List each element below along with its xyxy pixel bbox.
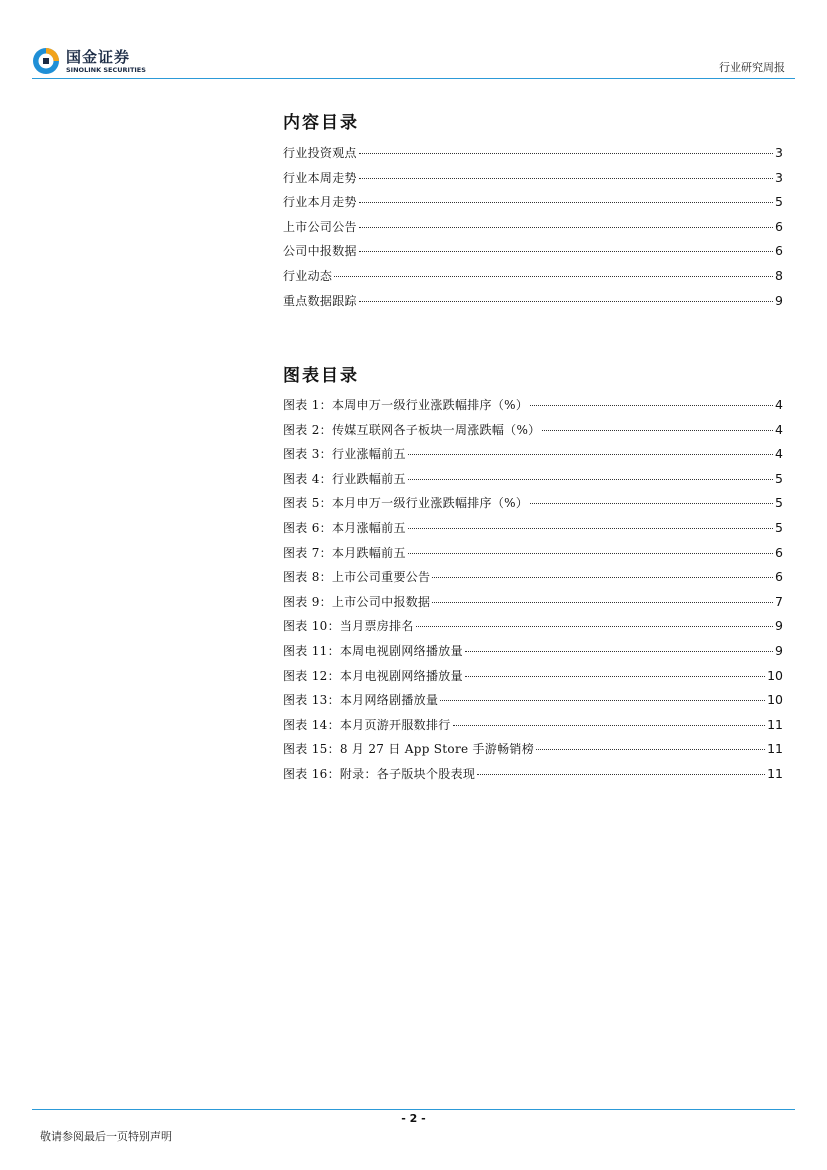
toc-entry-page: 6 [775, 544, 783, 560]
contents-toc-entry[interactable] [283, 144, 783, 169]
toc-entry-page: 5 [775, 495, 783, 511]
contents-toc-entry[interactable] [283, 218, 783, 243]
toc-entry-page: 3 [775, 145, 783, 160]
figure-toc-entry[interactable] [283, 494, 783, 519]
toc-entry-label: 图表 5：本月申万一级行业涨跌幅排序（%） [283, 496, 529, 511]
contents-toc-entry[interactable] [283, 193, 783, 218]
figure-toc-entry[interactable] [283, 568, 783, 593]
page-number: - 2 - [401, 1112, 426, 1125]
toc-entry-page: 6 [775, 569, 783, 585]
toc-leader-dots [465, 651, 773, 652]
figures-list [283, 396, 783, 790]
contents-toc-entry[interactable] [283, 169, 783, 194]
toc-leader-dots [408, 553, 773, 554]
toc-entry-label: 上市公司公告 [283, 219, 357, 234]
toc-leader-dots [465, 676, 765, 677]
toc-leader-dots [359, 227, 773, 228]
toc-entry-page: 5 [775, 519, 783, 535]
toc-entry-page: 11 [767, 741, 783, 757]
toc-entry-label: 行业本月走势 [283, 195, 357, 210]
toc-entry-label: 图表 2：传媒互联网各子板块一周涨跌幅（%） [283, 422, 541, 437]
toc-leader-dots [408, 528, 773, 529]
figure-toc-entry[interactable] [283, 765, 783, 790]
toc-leader-dots [432, 577, 773, 578]
footer-divider [32, 1109, 795, 1110]
toc-entry-label: 图表 10：当月票房排名 [283, 619, 414, 634]
toc-entry-page: 9 [775, 642, 783, 658]
report-type-label: 行业研究周报 [719, 61, 785, 74]
toc-entry-page: 7 [775, 593, 783, 609]
toc-entry-label: 图表 9：上市公司中报数据 [283, 594, 431, 609]
toc-entry-page: 6 [775, 218, 783, 234]
figure-toc-entry[interactable] [283, 740, 783, 765]
toc-leader-dots [359, 301, 773, 302]
figure-toc-entry[interactable] [283, 716, 783, 741]
toc-leader-dots [408, 454, 773, 455]
toc-entry-label: 图表 4：行业跌幅前五 [283, 471, 406, 486]
toc-entry-label: 行业本周走势 [283, 170, 357, 185]
toc-entry-label: 图表 12：本月电视剧网络播放量 [283, 668, 463, 683]
header-divider [32, 78, 795, 79]
toc-entry-page: 4 [775, 397, 783, 412]
toc-entry-page: 5 [775, 470, 783, 486]
toc-leader-dots [453, 725, 766, 726]
toc-entry-label: 图表 16：附录：各子版块个股表现 [283, 766, 476, 781]
sinolink-logo-icon [32, 47, 60, 75]
toc-entry-page: 10 [767, 667, 783, 683]
toc-leader-dots [432, 602, 773, 603]
toc-leader-dots [359, 202, 773, 203]
toc-leader-dots [359, 251, 773, 252]
figure-toc-entry[interactable] [283, 617, 783, 642]
figure-toc-entry[interactable] [283, 667, 783, 692]
company-logo [32, 47, 162, 79]
toc-entry-page: 5 [775, 194, 783, 210]
figure-toc-entry[interactable] [283, 544, 783, 569]
contents-list [283, 144, 783, 316]
toc-entry-label: 图表 11：本周电视剧网络播放量 [283, 643, 463, 658]
toc-entry-label: 图表 8：上市公司重要公告 [283, 570, 431, 585]
toc-leader-dots [334, 276, 773, 277]
toc-leader-dots [477, 774, 765, 775]
toc-leader-dots [359, 178, 773, 179]
toc-entry-label: 图表 13：本月网络剧播放量 [283, 693, 439, 708]
toc-entry-label: 公司中报数据 [283, 244, 357, 259]
toc-entry-page: 9 [775, 618, 783, 634]
footer-disclaimer: 敬请参阅最后一页特别声明 [40, 1130, 172, 1143]
contents-toc-entry[interactable] [283, 242, 783, 267]
toc-entry-label: 行业动态 [283, 268, 333, 283]
figure-toc-entry[interactable] [283, 396, 783, 421]
toc-leader-dots [542, 430, 773, 431]
figures-title: 图表目录 [283, 366, 359, 386]
toc-leader-dots [408, 479, 773, 480]
toc-entry-label: 图表 3：行业涨幅前五 [283, 447, 406, 462]
logo-english-name: SINOLINK SECURITIES [66, 66, 146, 74]
toc-entry-page: 4 [775, 446, 783, 462]
toc-entry-label: 图表 6：本月涨幅前五 [283, 520, 406, 535]
contents-toc-entry[interactable] [283, 292, 783, 317]
toc-entry-label: 图表 14：本月页游开服数排行 [283, 717, 451, 732]
toc-entry-page: 11 [767, 716, 783, 732]
toc-leader-dots [440, 700, 765, 701]
toc-leader-dots [416, 626, 773, 627]
toc-leader-dots [530, 405, 773, 406]
page-header [0, 0, 827, 82]
toc-entry-label: 图表 15：8 月 27 日 App Store 手游畅销榜 [283, 742, 535, 757]
contents-title: 内容目录 [283, 113, 359, 133]
toc-leader-dots [536, 749, 765, 750]
toc-entry-page: 9 [775, 292, 783, 308]
toc-entry-label: 行业投资观点 [283, 146, 357, 160]
toc-leader-dots [359, 153, 773, 154]
toc-entry-page: 8 [775, 267, 783, 283]
figure-toc-entry[interactable] [283, 445, 783, 470]
toc-entry-page: 11 [767, 765, 783, 781]
figure-toc-entry[interactable] [283, 691, 783, 716]
toc-entry-label: 图表 7：本月跌幅前五 [283, 545, 406, 560]
toc-entry-page: 3 [775, 169, 783, 185]
figure-toc-entry[interactable] [283, 642, 783, 667]
toc-entry-label: 重点数据跟踪 [283, 293, 357, 308]
figure-toc-entry[interactable] [283, 519, 783, 544]
figure-toc-entry[interactable] [283, 593, 783, 618]
toc-entry-label: 图表 1：本周申万一级行业涨跌幅排序（%） [283, 398, 529, 412]
toc-entry-page: 10 [767, 692, 783, 708]
contents-toc-entry[interactable] [283, 267, 783, 292]
toc-entry-page: 6 [775, 243, 783, 259]
toc-entry-page: 4 [775, 421, 783, 437]
logo-chinese-name: 国金证券 [66, 48, 131, 66]
toc-leader-dots [530, 503, 773, 504]
figure-toc-entry[interactable] [283, 421, 783, 446]
figure-toc-entry[interactable] [283, 470, 783, 495]
